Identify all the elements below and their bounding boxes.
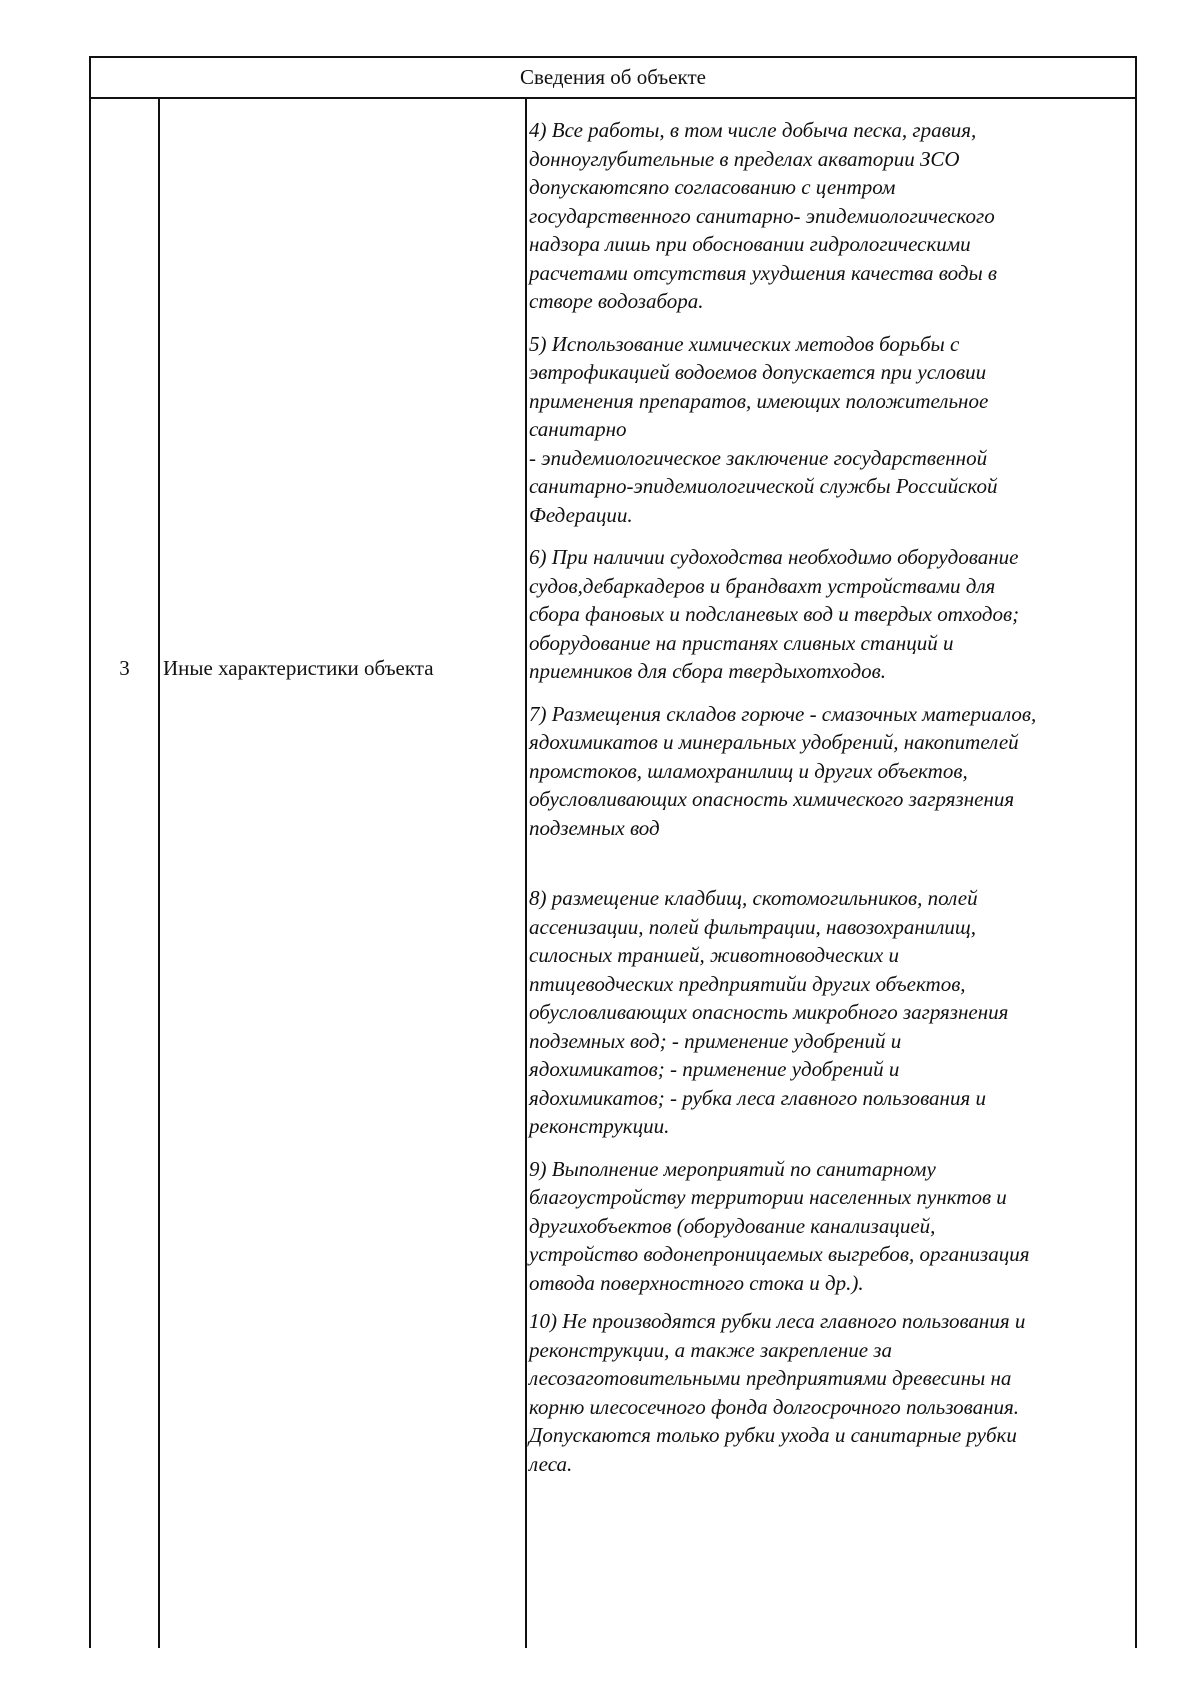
paragraph-9: 9) Выполнение мероприятий по санитарному благоустройству территории населенных пунктов и другихобъектов (оборудование канализацией, устройство водонепроницаемых выгребов, организация отвода поверхностного стока и др.). <box>529 1156 1030 1295</box>
paragraph-5: 5) Использование химических методов борьбы с эвтрофикацией водоемов допускается при условии применения препаратов, имеющих положительное санитарно - эпидемиологическое заключение государственной санитарно-эпидемиологической службы Российской Федерации. <box>529 331 998 527</box>
paragraph-4: 4) Все работы, в том числе добыча песка, гравия, донноуглубительные в пределах акватории ЗСО допускаютсяпо согласованию с центром государственного санитарно- эпидемиологического надзора лишь при обосновании гидрологическими расчетами отсутствия ухудшения качества воды в створе водозабора. <box>529 118 998 313</box>
column-divider-number <box>158 99 160 1648</box>
paragraph-8: 8) размещение кладбищ, скотомогильников, полей ассенизации, полей фильтрации, навозохранилищ, силосных траншей, животноводческих и птицеводческих предприятийи других объектов, обусловливающих опасность микробного загрязнения подземных вод; - применение удобрений и ядохимикатов; - применение удобрений и ядохимикатов; - рубка леса главного пользования и реконструкции. <box>529 886 1009 1138</box>
row-label: Иные характеристики объекта <box>163 656 434 680</box>
paragraph-10: 10) Не производятся рубки леса главного пользования и реконструкции, а также закрепление за лесозаготовительными предприятиями древесины на корню илесосечного фонда долгосрочного пользования. Допускаются только рубки ухода и санитарные рубки леса. <box>529 1309 1026 1476</box>
table-header: Сведения об объекте <box>91 58 1135 99</box>
column-divider-label <box>525 99 527 1648</box>
row-number: 3 <box>119 656 130 680</box>
paragraph-6: 6) При наличии судоходства необходимо оборудование судов,дебаркадеров и брандвахт устройствами для сбора фановых и подсланевых вод и твердых отходов; оборудование на пристанях сливных станций и приемников для сбора твердыхотходов. <box>529 545 1020 683</box>
info-table <box>89 56 1137 1648</box>
paragraph-7: 7) Размещения складов горюче - смазочных материалов, ядохимикатов и минеральных удобрений, накопителей промстоков, шламохранилищ и других объектов, обусловливающих опасность химического загрязнения подземных вод <box>529 701 1037 840</box>
row-content <box>529 116 1129 1478</box>
